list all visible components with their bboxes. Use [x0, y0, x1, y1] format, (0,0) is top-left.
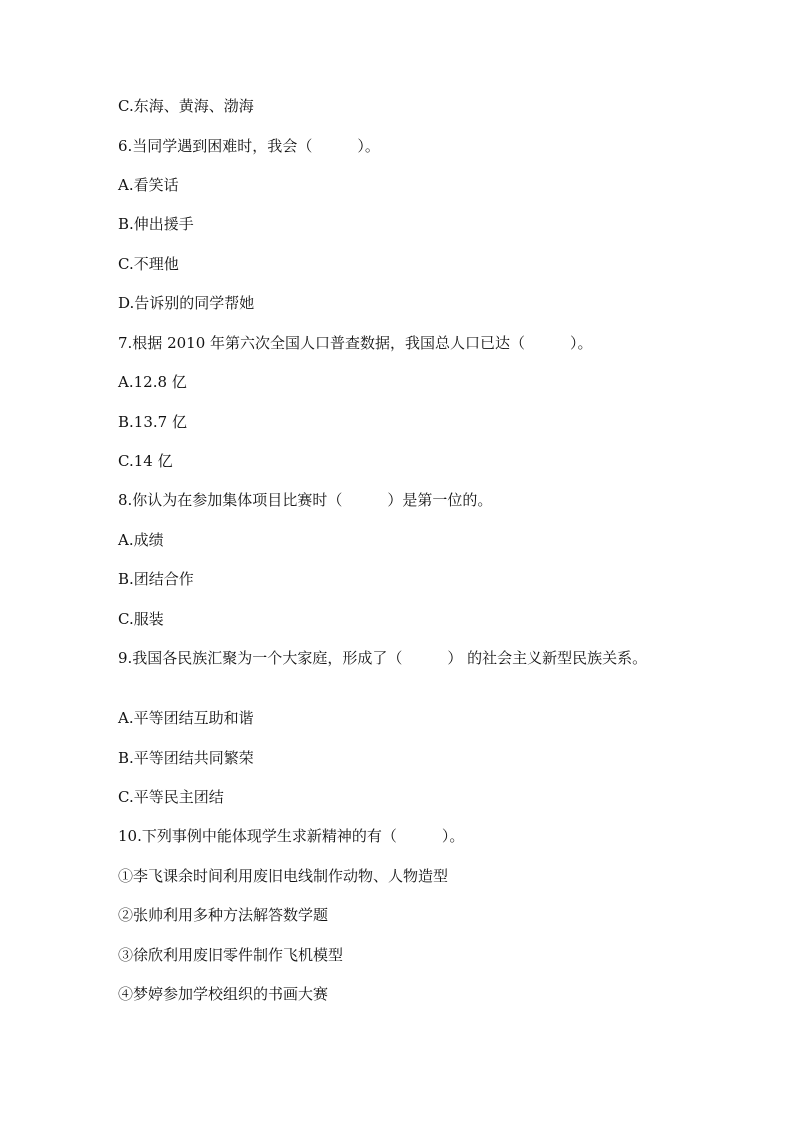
statement-4-q10: ④梦婷参加学校组织的书画大赛 — [118, 985, 329, 1003]
option-c-q8: C.服装 — [118, 610, 164, 628]
question-6: 6.当同学遇到困难时，我会（ ）。 — [118, 137, 380, 155]
question-9: 9.我国各民族汇聚为一个大家庭，形成了（ ） 的社会主义新型民族关系。 — [118, 649, 648, 667]
option-a-q7: A.12.8 亿 — [118, 373, 187, 391]
option-b-q8: B.团结合作 — [118, 570, 194, 588]
option-d-q6: D.告诉别的同学帮她 — [118, 294, 255, 312]
question-10: 10.下列事例中能体现学生求新精神的有（ ）。 — [118, 827, 465, 845]
option-c-q7: C.14 亿 — [118, 452, 173, 470]
statement-1-q10: ①李飞课余时间利用废旧电线制作动物、人物造型 — [118, 867, 449, 885]
option-b-q6: B.伸出援手 — [118, 215, 194, 233]
statement-3-q10: ③徐欣利用废旧零件制作飞机模型 — [118, 946, 344, 964]
option-a-q8: A.成绩 — [118, 531, 164, 549]
question-8: 8.你认为在参加集体项目比赛时（ ）是第一位的。 — [118, 491, 493, 509]
option-a-q6: A.看笑话 — [118, 176, 179, 194]
option-b-q9: B.平等团结共同繁荣 — [118, 749, 254, 767]
option-b-q7: B.13.7 亿 — [118, 413, 187, 431]
question-7: 7.根据 2010 年第六次全国人口普查数据，我国总人口已达（ ）。 — [118, 334, 593, 352]
option-a-q9: A.平等团结互助和谐 — [118, 709, 254, 727]
option-c-q9: C.平等民主团结 — [118, 788, 224, 806]
statement-2-q10: ②张帅利用多种方法解答数学题 — [118, 906, 329, 924]
option-c-q5: C.东海、黄海、渤海 — [118, 97, 254, 115]
option-c-q6: C.不理他 — [118, 255, 179, 273]
